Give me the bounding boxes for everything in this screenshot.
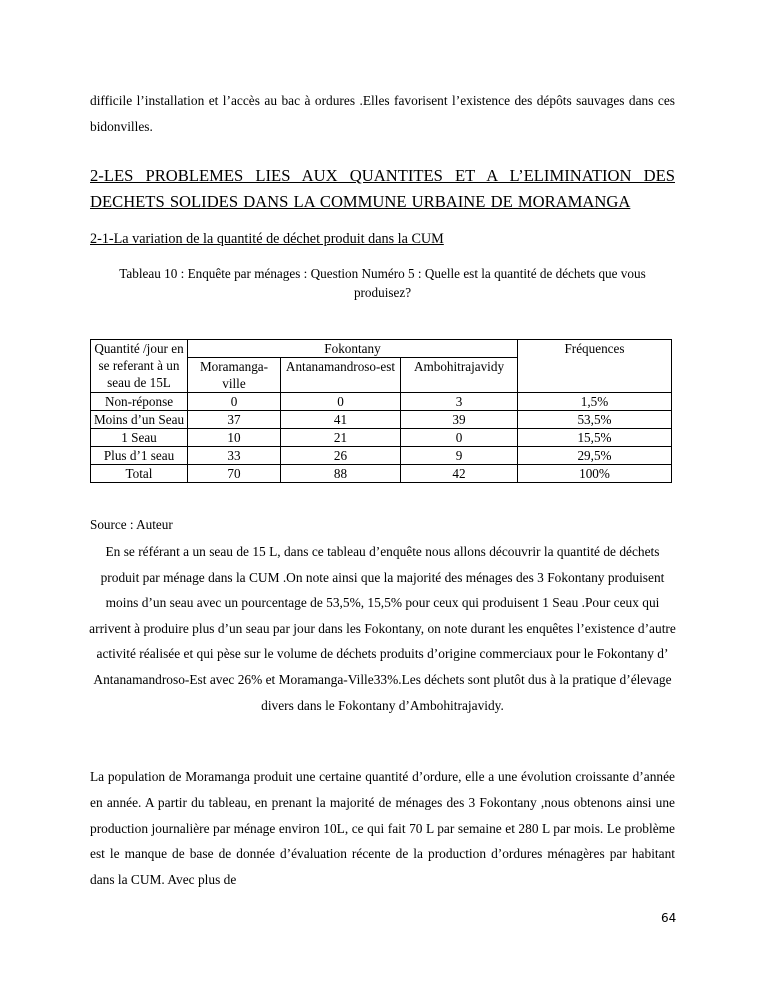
freq-header-cell: Fréquences bbox=[518, 340, 672, 393]
source-note: Source : Auteur bbox=[90, 517, 173, 532]
subsection-title: 2-1-La variation de la quantité de déchet produit dans la CUM bbox=[90, 231, 444, 247]
column-header: Antanamandroso-est bbox=[281, 358, 401, 393]
table-cell: 1,5% bbox=[518, 393, 672, 411]
table-total-row bbox=[91, 465, 672, 483]
table-row bbox=[91, 411, 672, 429]
bottom-section bbox=[90, 764, 675, 893]
row-label: 1 Seau bbox=[91, 429, 188, 447]
table-cell: 70 bbox=[188, 465, 281, 483]
row-label: Plus d’1 seau bbox=[91, 447, 188, 465]
table-cell: 41 bbox=[281, 411, 401, 429]
table-cell: 100% bbox=[518, 465, 672, 483]
row-label: Non-réponse bbox=[91, 393, 188, 411]
row-label: Total bbox=[91, 465, 188, 483]
table-cell: 0 bbox=[401, 429, 518, 447]
page-number: 64 bbox=[661, 911, 677, 925]
table-row bbox=[91, 447, 672, 465]
table-row bbox=[91, 429, 672, 447]
column-header: Ambohitrajavidy bbox=[401, 358, 518, 393]
intro-paragraph: difficile l’installation et l’accès au bac à ordures .Elles favorisent l’existence des dépôts sauvages dans ces bidonvilles. bbox=[90, 93, 675, 134]
table-cell: 29,5% bbox=[518, 447, 672, 465]
table-cell: 33 bbox=[188, 447, 281, 465]
table-cell: 26 bbox=[281, 447, 401, 465]
final-paragraph: La population de Moramanga produit une certaine quantité d’ordure, elle a une évolution croissante d’année en année. A partir du tableau, en prenant la majorité de ménages des 3 Fokontany ,nous obtenons ainsi une production journalière par ménage environ 10L, ce qui fait 70 L par semaine et 280 L par mois. Le problème est le manque de base de donnée d’évaluation récente de la production d’ordures ménagères par habitant dans la CUM. Avec plus de bbox=[90, 769, 675, 888]
section-title: 2-LES PROBLEMES LIES AUX QUANTITES ET A L’ELIMINATION DES DECHETS SOLIDES DANS LA COMMUNE URBAINE DE MORAMANGA bbox=[90, 166, 675, 211]
page-body bbox=[90, 88, 675, 302]
analysis-paragraph: En se référant a un seau de 15 L, dans ce tableau d’enquête nous allons découvrir la quantité de déchets produit par ménage dans la CUM .On note ainsi que la majorité des ménages des 3 Fokontany produisent moins d’un seau avec un pourcentage de 53,5%, 15,5% pour ceux qui produisent 1 Seau .Pour ceux qui arrivent à produire plus d’un seau par jour dans les Fokontany, on note durant les enquêtes l’existence d’autre activité réalisée et qui pèse sur le volume de déchets produits d’origine commerciaux pour le Fokontany d’ Antanamandroso-Est avec 26% et Moramanga-Ville33%.Les déchets sont plutôt dus à la pratique d’élevage divers dans le Fokontany d’Ambohitrajavidy. bbox=[89, 544, 676, 713]
table-cell: 10 bbox=[188, 429, 281, 447]
table-cell: 42 bbox=[401, 465, 518, 483]
table-cell: 0 bbox=[188, 393, 281, 411]
row-label: Moins d’un Seau bbox=[91, 411, 188, 429]
table-caption: Tableau 10 : Enquête par ménages : Question Numéro 5 : Quelle est la quantité de déchets que vous produisez? bbox=[119, 266, 646, 300]
column-header: Moramanga-ville bbox=[188, 358, 281, 393]
table-cell: 0 bbox=[281, 393, 401, 411]
table-cell: 3 bbox=[401, 393, 518, 411]
table-cell: 21 bbox=[281, 429, 401, 447]
table-cell: 53,5% bbox=[518, 411, 672, 429]
table-header-row bbox=[91, 340, 672, 358]
table-cell: 15,5% bbox=[518, 429, 672, 447]
table-cell: 37 bbox=[188, 411, 281, 429]
survey-table bbox=[90, 339, 672, 483]
table-cell: 39 bbox=[401, 411, 518, 429]
table-cell: 9 bbox=[401, 447, 518, 465]
table-row bbox=[91, 393, 672, 411]
group-header-cell: Fokontany bbox=[188, 340, 518, 358]
table-cell: 88 bbox=[281, 465, 401, 483]
row-header-cell: Quantité /jour en se referant à un seau de 15L bbox=[91, 340, 188, 393]
